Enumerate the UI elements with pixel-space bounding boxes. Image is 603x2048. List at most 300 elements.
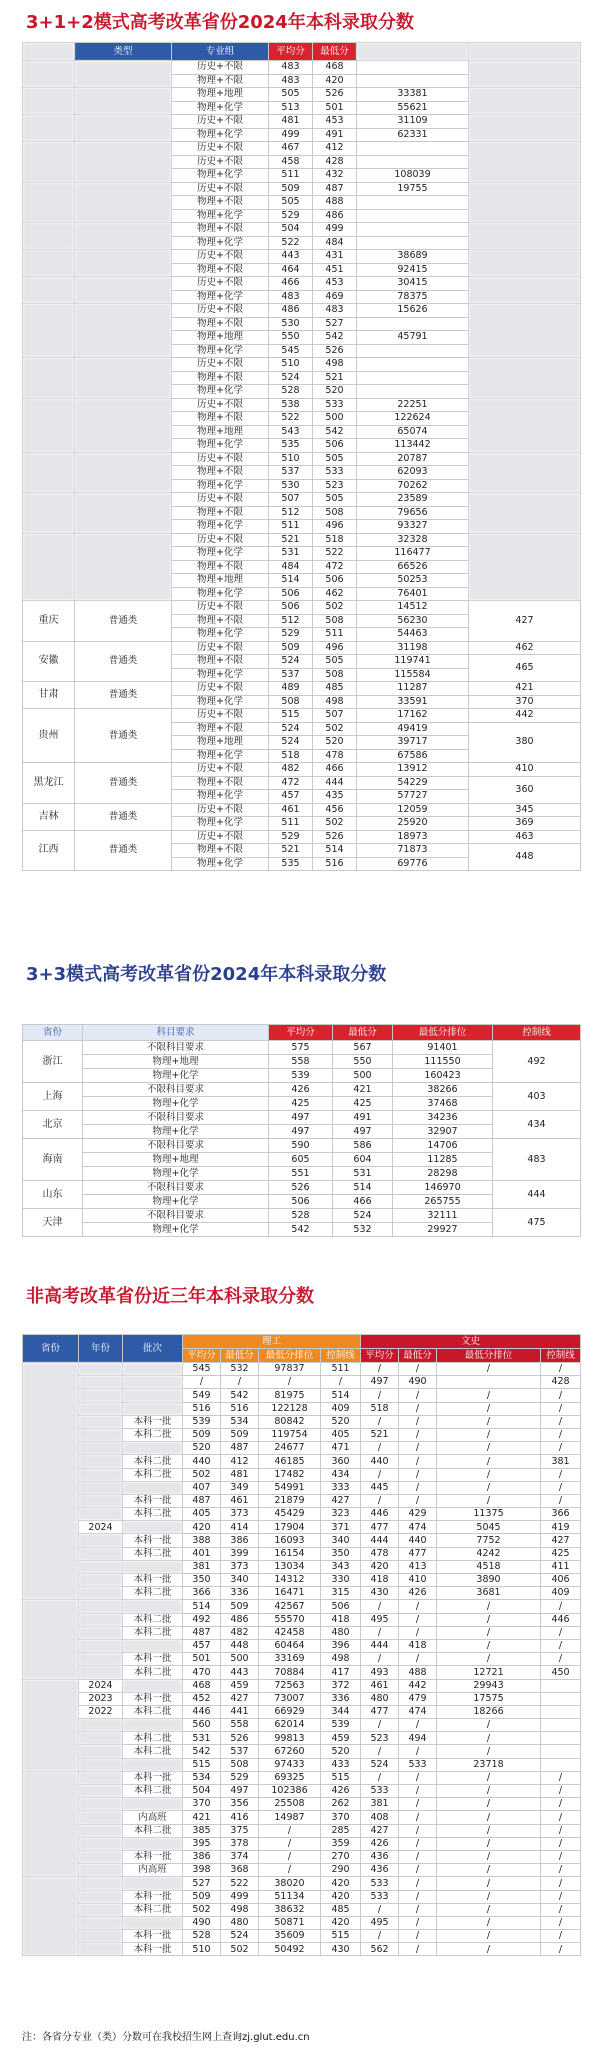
t3-value-cell: / <box>183 1376 221 1389</box>
t3-value-cell: 487 <box>221 1442 259 1455</box>
avg-cell: 521 <box>269 844 313 858</box>
province-cell: 重庆 <box>23 601 75 642</box>
t3-value-cell: / <box>437 1824 541 1837</box>
t3-value-cell: 442 <box>399 1679 437 1692</box>
min-cell: 432 <box>313 169 357 183</box>
t2-avg-cell: 575 <box>269 1041 333 1055</box>
t3-value-cell: 3890 <box>437 1574 541 1587</box>
t3-value-cell: 14987 <box>259 1811 321 1824</box>
t3-value-cell: 477 <box>361 1521 399 1534</box>
t3-batch-cell: 本科一批 <box>123 1890 183 1903</box>
t3-value-cell: / <box>399 1428 437 1441</box>
t3-year-blurred <box>79 1930 123 1943</box>
ctrl-cell: 369 <box>469 817 581 831</box>
t3-value-cell: / <box>541 1626 581 1639</box>
t3-year-blurred <box>79 1508 123 1521</box>
rank-cell: 13912 <box>357 763 469 777</box>
t3-value-cell: / <box>399 1442 437 1455</box>
t2-subject-cell: 物理+化学 <box>83 1125 269 1139</box>
min-cell: 484 <box>313 236 357 250</box>
group-cell: 物理+化学 <box>172 344 269 358</box>
rank-cell: 116477 <box>357 547 469 561</box>
t3-value-cell: 386 <box>183 1850 221 1863</box>
t3-header-year: 年份 <box>79 1335 123 1363</box>
t3-value-cell: / <box>437 1890 541 1903</box>
group-cell: 物理+不限 <box>172 196 269 210</box>
t3-value-cell: 33169 <box>259 1653 321 1666</box>
t3-value-cell: / <box>361 1719 399 1732</box>
rank-cell <box>357 223 469 237</box>
t3-value-cell: 356 <box>221 1798 259 1811</box>
t2-header-rank: 最低分排位 <box>393 1025 493 1041</box>
province-cell-blurred <box>23 223 75 250</box>
group-cell: 物理+化学 <box>172 385 269 399</box>
avg-cell: 529 <box>269 830 313 844</box>
group-cell: 物理+化学 <box>172 749 269 763</box>
rank-cell: 39717 <box>357 736 469 750</box>
t3-value-cell: 70884 <box>259 1666 321 1679</box>
group-cell: 物理+化学 <box>172 479 269 493</box>
min-cell: 435 <box>313 790 357 804</box>
t3-value-cell: / <box>361 1771 399 1784</box>
t3-value-cell: 62014 <box>259 1719 321 1732</box>
t3-value-cell: / <box>399 1653 437 1666</box>
t3-subheader: 平均分 <box>183 1349 221 1363</box>
t3-value-cell: 418 <box>321 1613 361 1626</box>
t3-year-blurred <box>79 1666 123 1679</box>
ctrl-cell-blurred <box>469 304 581 358</box>
avg-cell: 510 <box>269 358 313 372</box>
t3-batch-blurred <box>123 1600 183 1613</box>
min-cell: 521 <box>313 371 357 385</box>
t3-subheader: 最低分排位 <box>259 1349 321 1363</box>
t3-value-cell: 99813 <box>259 1732 321 1745</box>
rank-cell: 49419 <box>357 722 469 736</box>
t3-value-cell: 425 <box>541 1547 581 1560</box>
t3-value-cell: 430 <box>321 1943 361 1956</box>
t2-subject-cell: 物理+化学 <box>83 1223 269 1237</box>
t3-batch-blurred <box>123 1798 183 1811</box>
t3-batch-cell: 本科一批 <box>123 1692 183 1705</box>
t3-year-blurred <box>79 1547 123 1560</box>
ctrl-cell: 448 <box>469 844 581 871</box>
t3-value-cell: / <box>541 1877 581 1890</box>
t3-value-cell: / <box>361 1468 399 1481</box>
t3-value-cell: / <box>541 1864 581 1877</box>
group-cell: 物理+地理 <box>172 331 269 345</box>
t3-value-cell: / <box>399 1626 437 1639</box>
t3-value-cell: / <box>437 1653 541 1666</box>
avg-cell: 484 <box>269 560 313 574</box>
t3-value-cell: 385 <box>183 1824 221 1837</box>
t3-value-cell: / <box>437 1745 541 1758</box>
t2-province-cell: 北京 <box>23 1111 83 1139</box>
t3-value-cell: 46185 <box>259 1455 321 1468</box>
group-cell: 物理+化学 <box>172 169 269 183</box>
t3-value-cell: 480 <box>221 1916 259 1929</box>
min-cell: 505 <box>313 655 357 669</box>
group-cell: 历史+不限 <box>172 142 269 156</box>
ctrl-cell-blurred <box>469 277 581 304</box>
ctrl-cell-blurred <box>469 398 581 452</box>
t3-value-cell: 373 <box>221 1560 259 1573</box>
t3-batch-blurred <box>123 1363 183 1376</box>
avg-cell: 510 <box>269 452 313 466</box>
avg-cell: 524 <box>269 736 313 750</box>
t3-value-cell: / <box>437 1600 541 1613</box>
t2-ctrl-cell: 492 <box>493 1041 581 1083</box>
header-group: 专业组 <box>172 43 269 61</box>
rank-cell: 19755 <box>357 182 469 196</box>
group-cell: 物理+不限 <box>172 506 269 520</box>
t3-header-batch: 批次 <box>123 1335 183 1363</box>
t3-value-cell: 370 <box>321 1811 361 1824</box>
avg-cell: 466 <box>269 277 313 291</box>
t3-year-blurred <box>79 1850 123 1863</box>
t3-value-cell: 350 <box>321 1547 361 1560</box>
t3-value-cell: 7752 <box>437 1534 541 1547</box>
rank-cell: 54229 <box>357 776 469 790</box>
min-cell: 520 <box>313 385 357 399</box>
t3-batch-cell: 本科二批 <box>123 1903 183 1916</box>
t3-value-cell: 549 <box>183 1389 221 1402</box>
t3-value-cell: 409 <box>321 1402 361 1415</box>
avg-cell: 535 <box>269 439 313 453</box>
t2-province-cell: 海南 <box>23 1139 83 1181</box>
t3-value-cell: / <box>399 1850 437 1863</box>
t3-value-cell: 102386 <box>259 1785 321 1798</box>
t3-value-cell: 509 <box>183 1890 221 1903</box>
t3-value-cell: 485 <box>321 1903 361 1916</box>
avg-cell: 499 <box>269 128 313 142</box>
province-cell-blurred <box>23 533 75 601</box>
min-cell: 428 <box>313 155 357 169</box>
ctrl-cell-blurred <box>469 493 581 534</box>
t3-value-cell: / <box>399 1389 437 1402</box>
t3-value-cell: 533 <box>361 1877 399 1890</box>
group-cell: 历史+不限 <box>172 493 269 507</box>
table-3plus3 <box>22 1024 581 1237</box>
t3-value-cell: 373 <box>221 1508 259 1521</box>
rank-cell: 57727 <box>357 790 469 804</box>
t3-value-cell: / <box>399 1943 437 1956</box>
avg-cell: 529 <box>269 209 313 223</box>
t3-value-cell: / <box>437 1428 541 1441</box>
t3-value-cell: 533 <box>361 1890 399 1903</box>
t3-value-cell: 450 <box>541 1666 581 1679</box>
t2-rank-cell: 37468 <box>393 1097 493 1111</box>
t3-value-cell: 520 <box>183 1442 221 1455</box>
avg-cell: 514 <box>269 574 313 588</box>
t3-value-cell: / <box>399 1811 437 1824</box>
ctrl-cell-blurred <box>469 250 581 277</box>
t3-subheader: 最低分 <box>221 1349 259 1363</box>
t3-subheader: 最低分 <box>399 1349 437 1363</box>
t3-value-cell: 17904 <box>259 1521 321 1534</box>
min-cell: 498 <box>313 358 357 372</box>
t3-value-cell: 477 <box>399 1547 437 1560</box>
t3-value-cell: 413 <box>399 1560 437 1573</box>
group-cell: 物理+化学 <box>172 587 269 601</box>
t3-value-cell: 410 <box>399 1574 437 1587</box>
rank-cell <box>357 385 469 399</box>
t3-value-cell: 534 <box>221 1415 259 1428</box>
province-cell: 安徽 <box>23 641 75 682</box>
group-cell: 物理+地理 <box>172 88 269 102</box>
t3-value-cell: 446 <box>361 1508 399 1521</box>
t3-year-blurred <box>79 1428 123 1441</box>
t3-value-cell: 493 <box>361 1666 399 1679</box>
t3-value-cell: 486 <box>221 1613 259 1626</box>
t3-batch-cell: 本科二批 <box>123 1587 183 1600</box>
type-cell: 普通类 <box>75 709 172 763</box>
t3-value-cell: / <box>541 1389 581 1402</box>
t3-batch-cell: 本科二批 <box>123 1732 183 1745</box>
t3-value-cell: / <box>541 1653 581 1666</box>
t2-avg-cell: 526 <box>269 1181 333 1195</box>
t3-batch-blurred <box>123 1719 183 1732</box>
type-cell-blurred <box>75 533 172 601</box>
province-cell: 江西 <box>23 830 75 871</box>
rank-cell: 122624 <box>357 412 469 426</box>
t2-subject-cell: 不限科目要求 <box>83 1041 269 1055</box>
t3-value-cell: 479 <box>399 1692 437 1705</box>
t3-value-cell: 514 <box>183 1600 221 1613</box>
t2-avg-cell: 497 <box>269 1111 333 1125</box>
min-cell: 520 <box>313 736 357 750</box>
t3-value-cell: / <box>541 1930 581 1943</box>
rank-cell: 113442 <box>357 439 469 453</box>
t3-value-cell: 524 <box>221 1930 259 1943</box>
avg-cell: 483 <box>269 61 313 75</box>
t3-subheader: 平均分 <box>361 1349 399 1363</box>
rank-cell: 38689 <box>357 250 469 264</box>
min-cell: 453 <box>313 277 357 291</box>
t3-value-cell: 426 <box>361 1837 399 1850</box>
t3-value-cell: 490 <box>183 1916 221 1929</box>
t3-value-cell: 399 <box>221 1547 259 1560</box>
t3-value-cell: 459 <box>221 1679 259 1692</box>
t3-value-cell: 418 <box>361 1574 399 1587</box>
group-cell: 物理+不限 <box>172 317 269 331</box>
t3-value-cell: 502 <box>183 1903 221 1916</box>
min-cell: 486 <box>313 209 357 223</box>
t3-value-cell: 21879 <box>259 1494 321 1507</box>
group-cell: 历史+不限 <box>172 398 269 412</box>
min-cell: 496 <box>313 520 357 534</box>
t3-value-cell: / <box>361 1626 399 1639</box>
min-cell: 508 <box>313 614 357 628</box>
t3-value-cell: 401 <box>183 1547 221 1560</box>
rank-cell: 30415 <box>357 277 469 291</box>
rank-cell: 11287 <box>357 682 469 696</box>
avg-cell: 524 <box>269 371 313 385</box>
t2-header-subject: 科目要求 <box>83 1025 269 1041</box>
t3-value-cell: 520 <box>321 1745 361 1758</box>
type-cell-blurred <box>75 223 172 250</box>
t3-value-cell: 515 <box>183 1758 221 1771</box>
t3-batch-blurred <box>123 1442 183 1455</box>
t3-value-cell: 498 <box>221 1903 259 1916</box>
t3-value-cell: 23718 <box>437 1758 541 1771</box>
t3-batch-cell: 本科二批 <box>123 1508 183 1521</box>
avg-cell: 467 <box>269 142 313 156</box>
type-cell-blurred <box>75 304 172 358</box>
t3-value-cell: / <box>541 1850 581 1863</box>
t2-avg-cell: 425 <box>269 1097 333 1111</box>
t3-subheader: 控制线 <box>541 1349 581 1363</box>
t2-subject-cell: 物理+化学 <box>83 1097 269 1111</box>
min-cell: 502 <box>313 601 357 615</box>
avg-cell: 511 <box>269 520 313 534</box>
t3-value-cell: 24677 <box>259 1442 321 1455</box>
t3-value-cell: 418 <box>399 1639 437 1652</box>
t3-value-cell: 529 <box>221 1771 259 1784</box>
rank-cell: 78375 <box>357 290 469 304</box>
t3-value-cell: 360 <box>321 1455 361 1468</box>
t2-rank-cell: 265755 <box>393 1195 493 1209</box>
avg-cell: 521 <box>269 533 313 547</box>
group-cell: 物理+不限 <box>172 776 269 790</box>
rank-cell <box>357 317 469 331</box>
t3-value-cell: 539 <box>321 1719 361 1732</box>
t3-value-cell: 270 <box>321 1850 361 1863</box>
t2-subject-cell: 不限科目要求 <box>83 1111 269 1125</box>
t3-year-blurred <box>79 1732 123 1745</box>
t3-value-cell: 430 <box>361 1587 399 1600</box>
rank-cell: 22251 <box>357 398 469 412</box>
t3-value-cell: 521 <box>361 1428 399 1441</box>
ctrl-cell: 360 <box>469 776 581 803</box>
t3-value-cell: 457 <box>183 1639 221 1652</box>
avg-cell: 507 <box>269 493 313 507</box>
rank-cell: 14512 <box>357 601 469 615</box>
group-cell: 历史+不限 <box>172 304 269 318</box>
t3-value-cell: / <box>399 1864 437 1877</box>
t3-value-cell: 446 <box>541 1613 581 1626</box>
min-cell: 506 <box>313 439 357 453</box>
t3-value-cell: 119754 <box>259 1428 321 1441</box>
t3-value-cell: / <box>437 1389 541 1402</box>
rank-cell: 70262 <box>357 479 469 493</box>
province-cell-blurred <box>23 277 75 304</box>
province-cell-blurred <box>23 88 75 115</box>
table-3plus1plus2 <box>22 42 581 871</box>
t3-value-cell: / <box>437 1798 541 1811</box>
t3-value-cell: 446 <box>183 1705 221 1718</box>
t3-batch-cell: 本科二批 <box>123 1785 183 1798</box>
t3-value-cell: 66929 <box>259 1705 321 1718</box>
t3-value-cell: 17482 <box>259 1468 321 1481</box>
min-cell: 502 <box>313 817 357 831</box>
t3-value-cell: 427 <box>541 1534 581 1547</box>
t3-value-cell: 515 <box>321 1930 361 1943</box>
t3-value-cell: / <box>259 1850 321 1863</box>
t3-value-cell: 532 <box>221 1363 259 1376</box>
avg-cell: 530 <box>269 317 313 331</box>
t3-value-cell: / <box>259 1824 321 1837</box>
group-cell: 物理+化学 <box>172 547 269 561</box>
t3-value-cell: 502 <box>221 1943 259 1956</box>
t3-value-cell: / <box>361 1903 399 1916</box>
t3-batch-cell: 本科二批 <box>123 1705 183 1718</box>
t3-value-cell: 16471 <box>259 1587 321 1600</box>
avg-cell: 461 <box>269 803 313 817</box>
t3-value-cell: 18266 <box>437 1705 541 1718</box>
t3-value-cell: 381 <box>361 1798 399 1811</box>
t3-value-cell: / <box>399 1877 437 1890</box>
avg-cell: 508 <box>269 695 313 709</box>
t3-value-cell: 349 <box>221 1481 259 1494</box>
t2-province-cell: 浙江 <box>23 1041 83 1083</box>
t3-value-cell: 534 <box>183 1771 221 1784</box>
t3-value-cell: 474 <box>399 1521 437 1534</box>
rank-cell: 62331 <box>357 128 469 142</box>
t3-value-cell: / <box>541 1943 581 1956</box>
t3-value-cell: / <box>437 1811 541 1824</box>
t3-value-cell: 522 <box>221 1877 259 1890</box>
t3-value-cell: 542 <box>183 1745 221 1758</box>
t3-value-cell: 427 <box>221 1692 259 1705</box>
t3-batch-cell: 本科一批 <box>123 1574 183 1587</box>
ctrl-cell-blurred <box>469 223 581 250</box>
province-cell-blurred <box>23 398 75 452</box>
avg-cell: 512 <box>269 506 313 520</box>
min-cell: 508 <box>313 668 357 682</box>
province-cell: 黑龙江 <box>23 763 75 804</box>
rank-cell: 17162 <box>357 709 469 723</box>
footer-note: 注：各省分专业（类）分数可在我校招生网上查询zj.glut.edu.cn <box>22 2032 310 2043</box>
min-cell: 511 <box>313 628 357 642</box>
min-cell: 472 <box>313 560 357 574</box>
group-cell: 物理+地理 <box>172 574 269 588</box>
t3-value-cell: 436 <box>361 1850 399 1863</box>
t3-value-cell: 405 <box>183 1508 221 1521</box>
group-cell: 物理+不限 <box>172 74 269 88</box>
t3-value-cell: 504 <box>183 1785 221 1798</box>
avg-cell: 535 <box>269 857 313 871</box>
t3-value-cell: / <box>361 1415 399 1428</box>
rank-cell: 31109 <box>357 115 469 129</box>
t3-value-cell: / <box>361 1600 399 1613</box>
group-cell: 历史+不限 <box>172 601 269 615</box>
t3-province-blurred <box>23 1877 79 1956</box>
group-cell: 物理+不限 <box>172 412 269 426</box>
min-cell: 518 <box>313 533 357 547</box>
t3-value-cell: / <box>259 1837 321 1850</box>
t3-value-cell: / <box>221 1376 259 1389</box>
t2-subject-cell: 物理+化学 <box>83 1069 269 1083</box>
group-cell: 物理+不限 <box>172 466 269 480</box>
avg-cell: 464 <box>269 263 313 277</box>
t3-value-cell: 515 <box>321 1771 361 1784</box>
min-cell: 500 <box>313 412 357 426</box>
t3-value-cell: 370 <box>183 1798 221 1811</box>
min-cell: 516 <box>313 857 357 871</box>
t2-rank-cell: 146970 <box>393 1181 493 1195</box>
table-non-reform <box>22 1334 581 1956</box>
ctrl-cell: 345 <box>469 803 581 817</box>
avg-cell: 538 <box>269 398 313 412</box>
t3-year-blurred <box>79 1494 123 1507</box>
t3-value-cell <box>541 1719 581 1732</box>
avg-cell: 550 <box>269 331 313 345</box>
rank-cell: 69776 <box>357 857 469 871</box>
t3-value-cell: 50871 <box>259 1916 321 1929</box>
avg-cell: 483 <box>269 290 313 304</box>
t3-value-cell: / <box>399 1771 437 1784</box>
t3-value-cell: 440 <box>361 1455 399 1468</box>
